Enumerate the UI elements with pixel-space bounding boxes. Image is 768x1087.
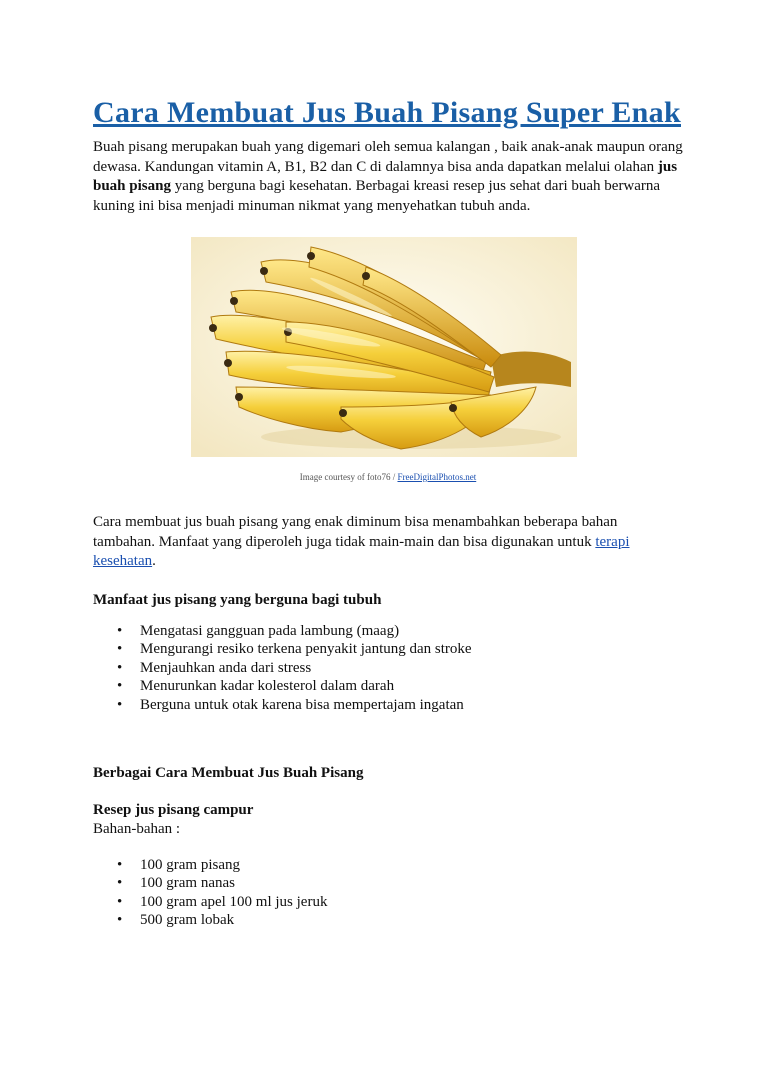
paragraph2-text: Cara membuat jus buah pisang yang enak diminum bisa menambahkan beberapa bahan tambahan. Manfaat yang diperoleh juga tidak main-main dan bisa digunakan untuk [93, 514, 618, 550]
paragraph-cara-membuat [93, 513, 683, 572]
caption-prefix: Image courtesy of foto76 / [299, 472, 398, 482]
image-caption [93, 472, 683, 482]
list-item: • Berguna untuk otak karena bisa mempertajam ingatan [93, 696, 683, 715]
ingredients-label: Bahan-bahan : [93, 821, 181, 837]
list-item: • Menurunkan kadar kolesterol dalam darah [93, 677, 683, 696]
terapi-kesehatan-link[interactable]: terapi kesehatan [93, 533, 630, 569]
list-item: • Mengatasi gangguan pada lambung (maag) [93, 622, 683, 641]
list-item: • 500 gram lobak [93, 911, 683, 930]
list-item: • Mengurangi resiko terkena penyakit jantung dan stroke [93, 640, 683, 659]
list-item: • Menjauhkan anda dari stress [93, 659, 683, 678]
document-content [93, 94, 683, 930]
benefits-heading: Manfaat jus pisang yang berguna bagi tubuh [93, 591, 382, 608]
banana-figure [93, 237, 683, 502]
list-item: • 100 gram nanas [93, 874, 683, 893]
ingredients-list [93, 856, 683, 930]
caption-source-link[interactable]: FreeDigitalPhotos.net [397, 472, 477, 482]
list-item: • 100 gram apel 100 ml jus jeruk [93, 893, 683, 912]
intro-text-after: yang berguna bagi kesehatan. Berbagai kreasi resep jus sehat dari buah berwarna kuning ini bisa menjadi minuman nikmat yang menyehatkan tubuh anda. [93, 178, 661, 214]
benefits-list [93, 622, 683, 715]
intro-text-before: Buah pisang merupakan buah yang digemari oleh semua kalangan , baik anak-anak maupun orang dewasa. Kandungan vitamin A, B1, B2 dan C di dalamnya bisa anda dapatkan melalui olahan [93, 139, 683, 175]
list-item: • 100 gram pisang [93, 856, 683, 875]
recipe-title: Resep jus pisang campur [93, 802, 254, 818]
article-title-link[interactable]: Cara Membuat Jus Buah Pisang Super Enak [93, 96, 681, 129]
intro-bold-term: jus buah pisang [93, 158, 678, 194]
section-heading-berbagai-cara: Berbagai Cara Membuat Jus Buah Pisang [93, 765, 364, 781]
banana-photo [191, 237, 577, 457]
article-title[interactable] [93, 94, 683, 132]
paragraph2-end: . [152, 553, 156, 569]
intro-paragraph [93, 138, 683, 216]
